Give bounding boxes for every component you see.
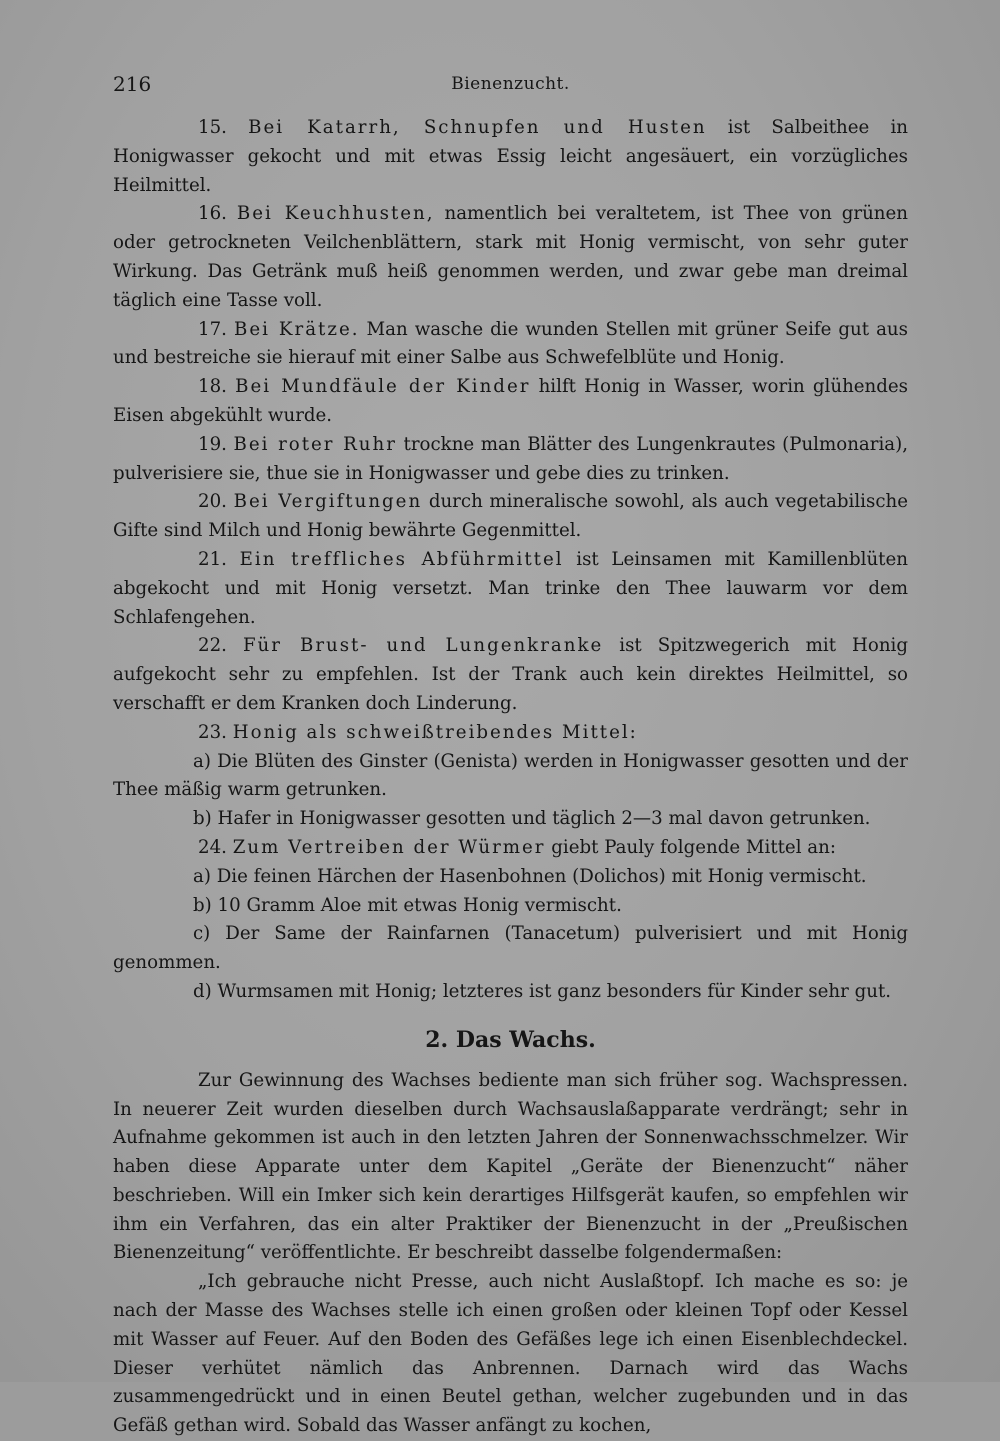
page-header <box>113 72 908 100</box>
item-term: Bei Vergiftungen <box>233 491 423 513</box>
item-term: Zum Vertreiben der Würmer <box>232 836 546 858</box>
remedy-item-18 <box>113 373 908 431</box>
item-number: 18. <box>198 376 227 398</box>
item-term: Für Brust- und Lungenkranke <box>242 635 604 657</box>
body-paragraph: „Ich gebrauche nicht Presse, auch nicht Auslaßtopf. Ich mache es so: je nach der Masse des Wachses stelle ich einen großen oder kleinen Topf oder Kessel mit Wasser auf Feuer. Auf den Boden des Gefäßes lege ich einen Eisenblechdeckel. Dieser verhütet nämlich das Anbrennen. Darnach wird das Wachs zusammengedrückt und in einen Beutel gethan, welcher zugebunden und in das Gefäß gethan wird. Sobald das Wasser anfängt zu kochen, <box>113 1271 908 1437</box>
item-term: Bei roter Ruhr <box>233 433 397 455</box>
remedy-item-22 <box>113 632 908 718</box>
item-term: Ein treffliches Abführmittel <box>239 548 564 570</box>
item-term: Honig als schweißtreibendes Mittel: <box>232 721 638 743</box>
remedy-item-19 <box>113 431 908 489</box>
item-text: trockne man Blätter des Lungenkrautes (Pulmonaria), pulverisiere sie, thue sie in Honigwasser und gebe dies zu trinken. <box>113 433 908 484</box>
remedy-item-15 <box>113 114 908 200</box>
item-text: giebt Pauly folgende Mittel an: <box>551 836 836 858</box>
item-number: 22. <box>198 635 227 657</box>
item-text: ist Spitzwegerich mit Honig aufgekocht sehr zu empfehlen. Ist der Trank auch kein direktes Heilmittel, so verschafft er dem Kranken doch Linderung. <box>113 635 908 714</box>
item-number: 16. <box>198 203 227 225</box>
item-number: 20. <box>198 491 227 513</box>
remedy-subitem: c) Der Same der Rainfarnen (Tanacetum) pulverisiert und mit Honig genommen. <box>113 923 908 974</box>
page-number: 216 <box>113 72 152 96</box>
item-number: 23. <box>198 721 227 743</box>
item-term: Bei Keuchhusten, <box>236 203 435 225</box>
item-term: Bei Katarrh, Schnupfen und Husten <box>248 117 707 138</box>
item-text: namentlich bei veraltetem, ist Thee von grünen oder getrockneten Veilchenblättern, stark mit Honig vermischt, von sehr guter Wirkung. Das Getränk muß heiß genommen werden, und zwar gebe man dreimal täglich eine Tasse voll. <box>113 203 908 311</box>
item-number: 17. <box>198 318 227 340</box>
remedy-subitem: a) Die feinen Härchen der Hasenbohnen (Dolichos) mit Honig vermischt. <box>193 865 867 887</box>
item-text: Man wasche die wunden Stellen mit grüner Seife gut aus und bestreiche sie hierauf mit einer Salbe aus Schwefelblüte und Honig. <box>113 318 908 369</box>
remedy-subitem: a) Die Blüten des Ginster (Genista) werden in Honigwasser gesotten und der Thee mäßig warm getrunken. <box>113 750 908 801</box>
item-term: Bei Krätze. <box>233 318 360 340</box>
item-number: 19. <box>198 433 227 455</box>
remedy-item-16 <box>113 200 908 315</box>
section-heading: 2. Das Wachs. <box>425 1026 596 1053</box>
main-text <box>113 114 908 1441</box>
item-text: ist Leinsamen mit Kamillenblüten abgekocht und mit Honig versetzt. Man trinke den Thee lauwarm vor dem Schlafengehen. <box>113 548 908 628</box>
item-number: 15. <box>198 117 227 138</box>
remedy-item-24 <box>113 834 908 863</box>
item-text: ist Salbeithee in Honigwasser gekocht und mit etwas Essig leicht angesäuert, ein vorzügliches Heilmittel. <box>113 117 908 196</box>
running-title: Bienenzucht. <box>451 74 570 94</box>
item-number: 21. <box>198 548 227 570</box>
item-number: 24. <box>198 836 227 858</box>
remedy-subitem: d) Wurmsamen mit Honig; letzteres ist ganz besonders für Kinder sehr gut. <box>193 980 892 1002</box>
remedy-subitem: b) Hafer in Honigwasser gesotten und täglich 2—3 mal davon getrunken. <box>193 808 871 830</box>
remedy-subitem: b) 10 Gramm Aloe mit etwas Honig vermischt. <box>193 894 622 916</box>
remedy-item-20 <box>113 488 908 546</box>
remedy-item-17 <box>113 316 908 374</box>
item-text: durch mineralische sowohl, als auch vegetabilische Gifte sind Milch und Honig bewährte Gegenmittel. <box>113 491 908 542</box>
item-term: Bei Mundfäule der Kinder <box>235 376 531 398</box>
body-paragraph: Zur Gewinnung des Wachses bediente man sich früher sog. Wachspressen. In neuerer Zeit wurden dieselben durch Wachsauslaßapparate verdrängt; sehr in Aufnahme gekommen ist auch in den letzten Jahren der Sonnenwachsschmelzer. Wir haben diese Apparate unter dem Kapitel „Geräte der Bienenzucht“ näher beschrieben. Will ein Imker sich kein derartiges Hilfsgerät kaufen, so empfehlen wir ihm ein Verfahren, das ein alter Praktiker der Bienenzucht in der „Preußischen Bienenzeitung“ veröffentlichte. Er beschreibt dasselbe folgendermaßen: <box>113 1069 908 1264</box>
remedy-item-23 <box>113 719 908 748</box>
remedy-item-21 <box>113 546 908 632</box>
item-text: hilft Honig in Wasser, worin glühendes Eisen abgekühlt wurde. <box>113 376 908 426</box>
